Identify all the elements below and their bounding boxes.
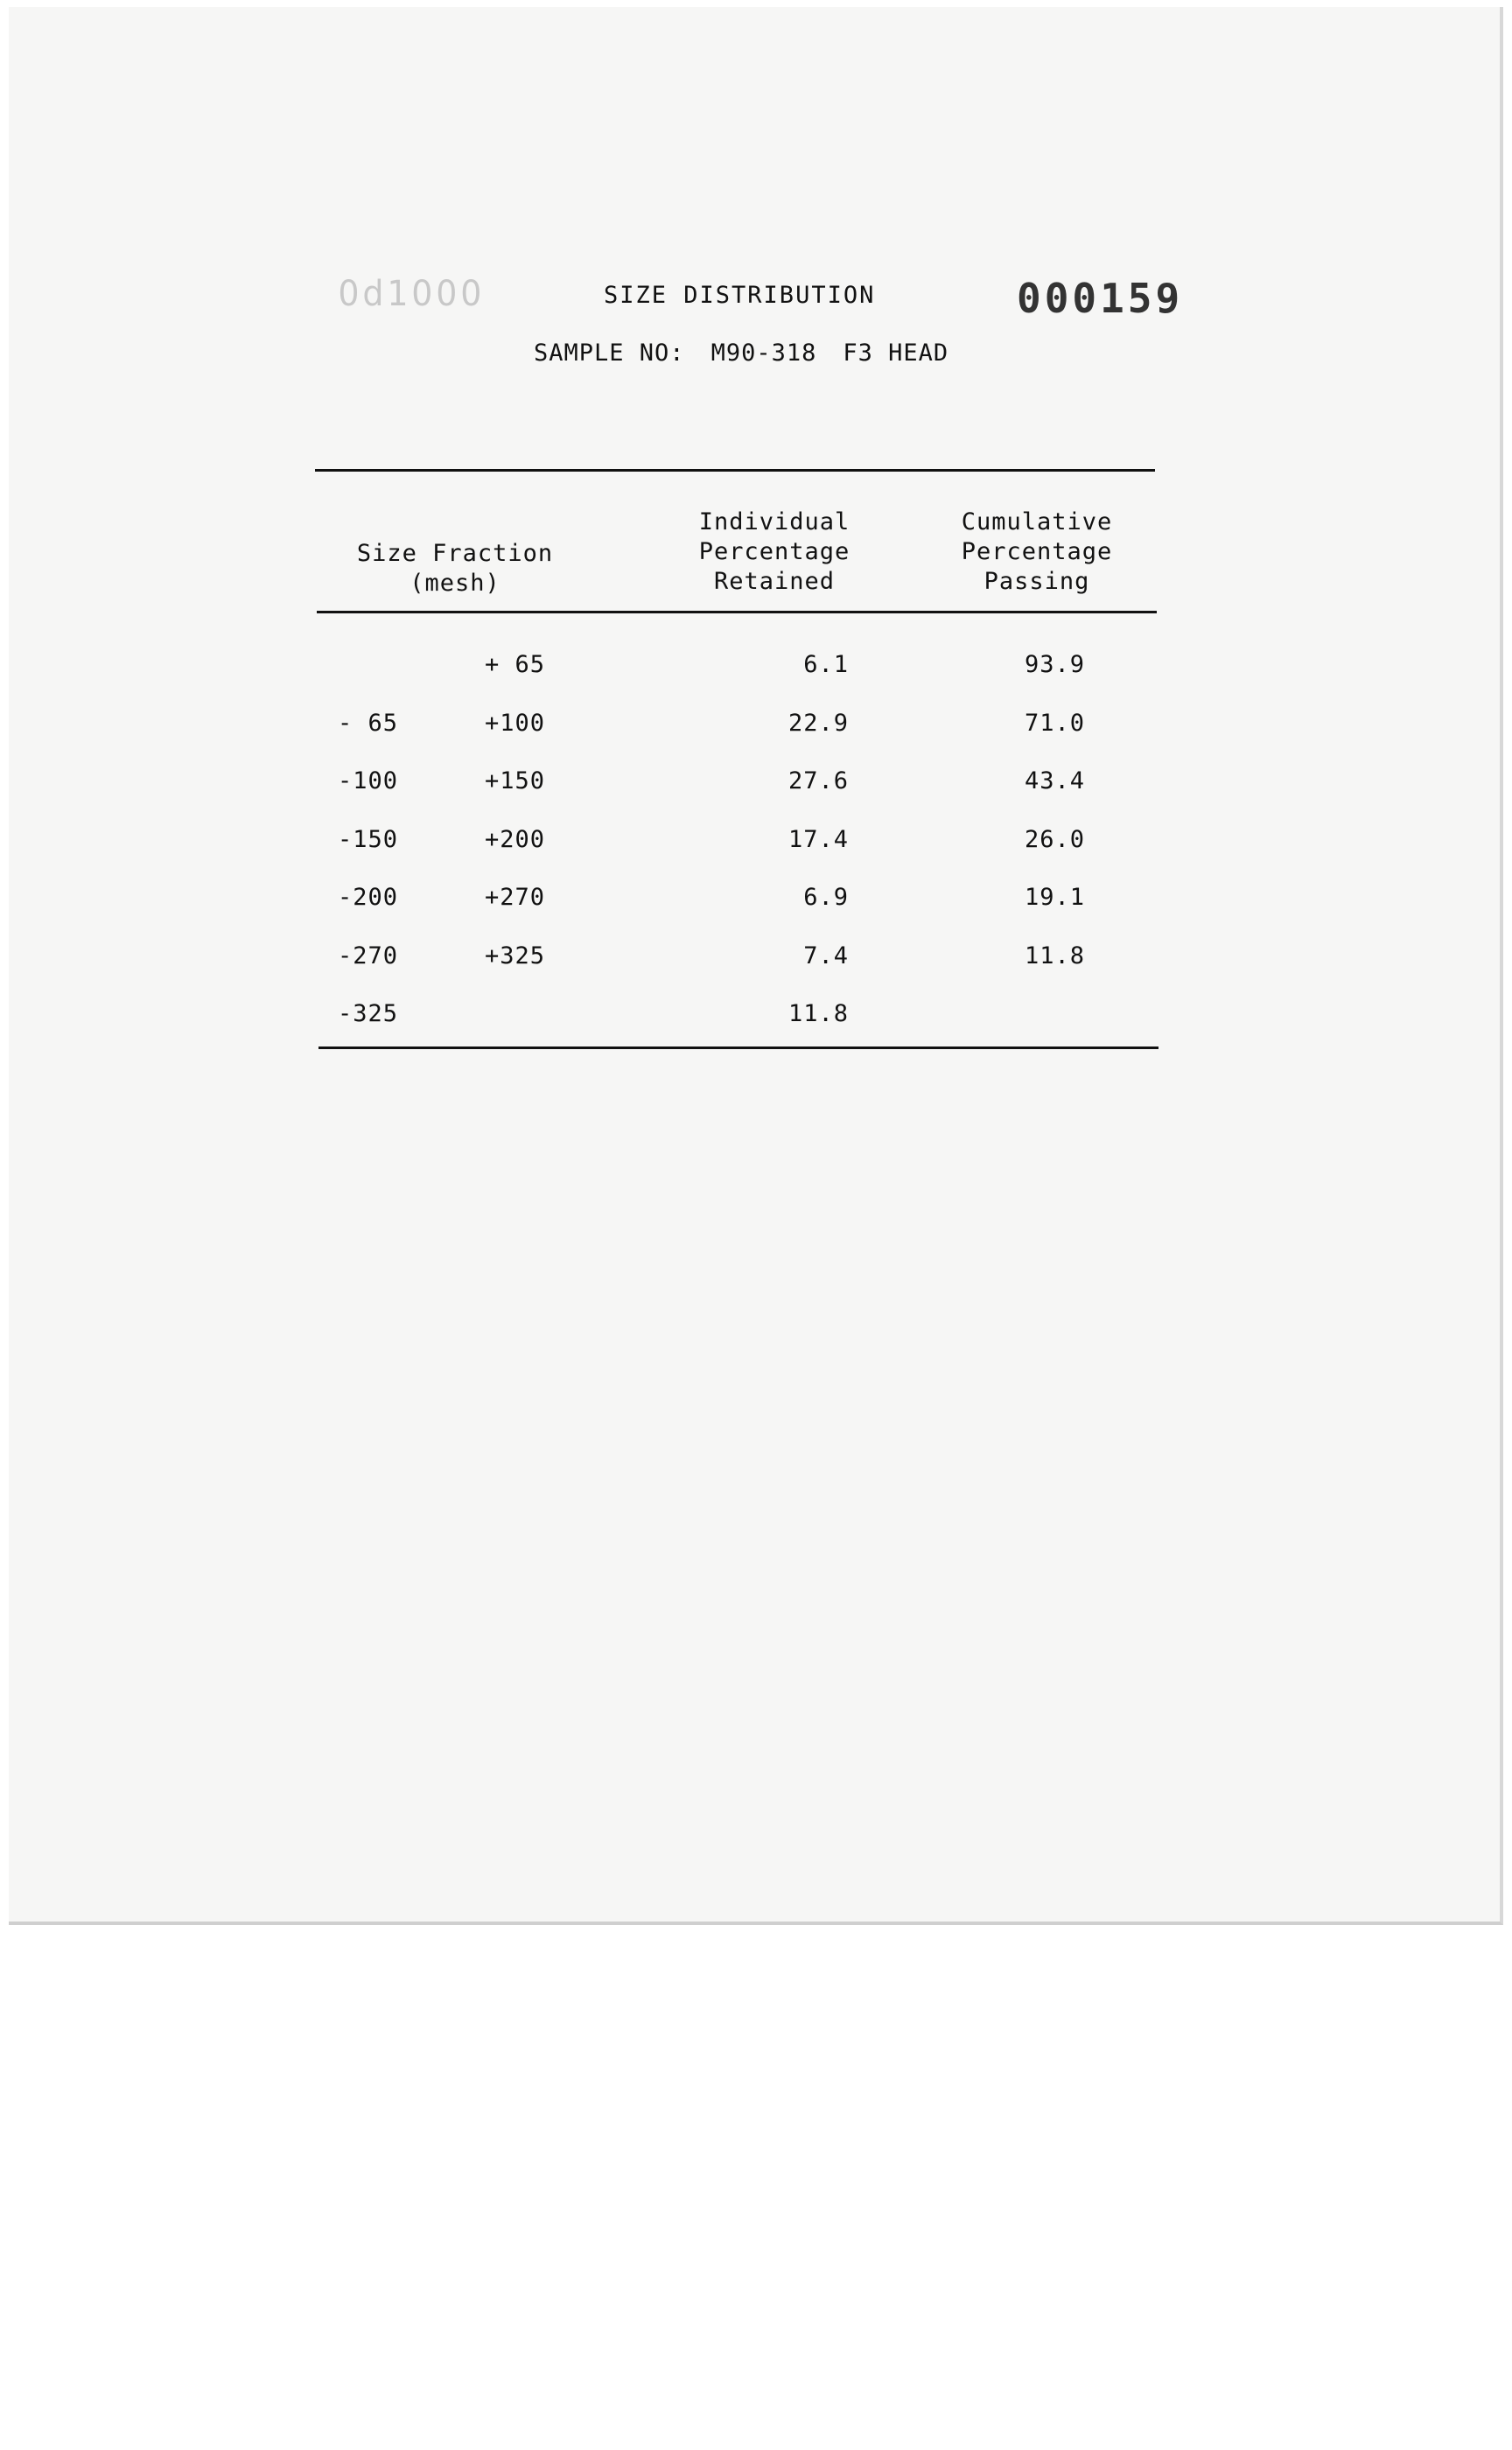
size-to-cell: + 65 bbox=[485, 651, 546, 678]
header-line: Size Fraction bbox=[356, 540, 554, 567]
table-top-rule bbox=[315, 469, 1155, 472]
passing-cell: 71.0 bbox=[1024, 710, 1085, 737]
size-to-cell: +200 bbox=[485, 826, 546, 853]
retained-cell: 7.4 bbox=[803, 942, 849, 970]
passing-cell: 19.1 bbox=[1024, 884, 1085, 911]
sample-line bbox=[534, 340, 975, 367]
header-line: Individual bbox=[698, 508, 850, 536]
faded-page-stamp: 0d1000 bbox=[338, 274, 486, 314]
sample-id: M90-318 bbox=[710, 340, 817, 367]
page-number-stamp: 000159 bbox=[1017, 275, 1184, 322]
header-line: Cumulative bbox=[961, 508, 1113, 536]
size-from-cell: -270 bbox=[338, 942, 399, 970]
size-from-cell: -200 bbox=[338, 884, 399, 911]
size-from-cell: -325 bbox=[338, 1000, 399, 1027]
size-to-cell: +100 bbox=[485, 710, 546, 737]
size-from-cell: -100 bbox=[338, 767, 399, 794]
header-line: Passing bbox=[984, 568, 1090, 595]
table-bottom-rule bbox=[318, 1046, 1158, 1049]
header-line: (mesh) bbox=[410, 570, 500, 597]
size-to-cell: +150 bbox=[485, 767, 546, 794]
passing-cell: 43.4 bbox=[1024, 767, 1085, 794]
sample-label: SAMPLE NO: bbox=[534, 340, 685, 367]
table-header-rule bbox=[317, 611, 1157, 613]
header-size-fraction bbox=[341, 539, 569, 598]
retained-cell: 6.1 bbox=[803, 651, 849, 678]
retained-cell: 11.8 bbox=[788, 1000, 849, 1027]
document-page bbox=[9, 7, 1503, 1925]
retained-cell: 27.6 bbox=[788, 767, 849, 794]
passing-cell: 93.9 bbox=[1024, 651, 1085, 678]
retained-cell: 17.4 bbox=[788, 826, 849, 853]
header-line: Percentage bbox=[961, 538, 1113, 565]
sample-description: F3 HEAD bbox=[843, 340, 949, 367]
size-to-cell: +270 bbox=[485, 884, 546, 911]
document-title: SIZE DISTRIBUTION bbox=[604, 282, 876, 309]
retained-cell: 22.9 bbox=[788, 710, 849, 737]
size-from-cell: - 65 bbox=[338, 710, 399, 737]
header-individual-retained bbox=[669, 508, 879, 597]
retained-cell: 6.9 bbox=[803, 884, 849, 911]
passing-cell: 11.8 bbox=[1024, 942, 1085, 970]
size-from-cell: -150 bbox=[338, 826, 399, 853]
size-to-cell: +325 bbox=[485, 942, 546, 970]
passing-cell: 26.0 bbox=[1024, 826, 1085, 853]
header-line: Percentage bbox=[698, 538, 850, 565]
header-line: Retained bbox=[713, 568, 836, 595]
header-cumulative-passing bbox=[932, 508, 1142, 597]
